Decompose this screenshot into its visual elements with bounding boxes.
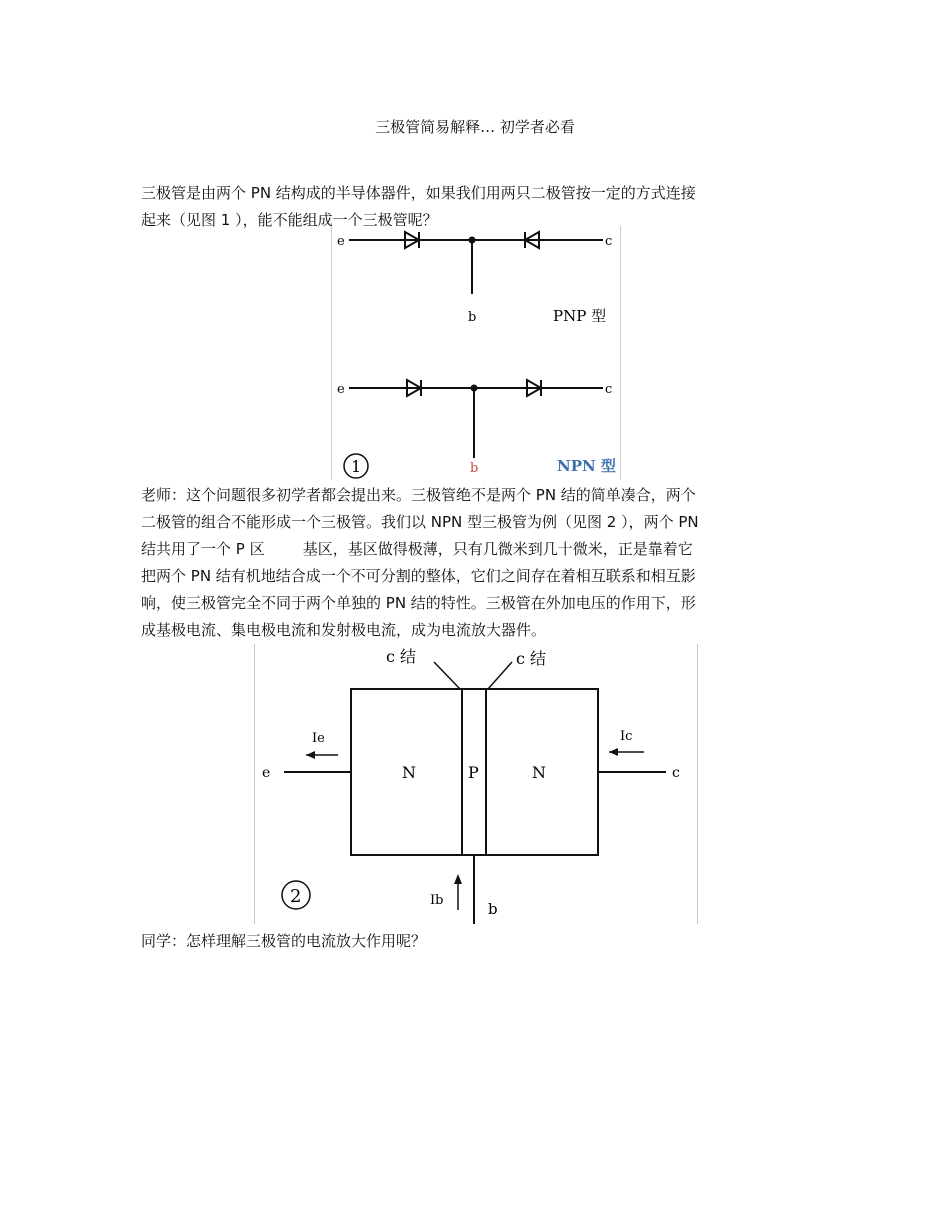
student-paragraph [141, 928, 811, 955]
teacher-line-5: 响，使三极管完全不同于两个单独的 PN 结的特性。三极管在外加电压的作用下，形 [141, 594, 696, 612]
pnp-c-label: c [605, 234, 613, 249]
figure-2-number: 2 [290, 886, 302, 907]
current-c-label: Ic [620, 729, 633, 744]
right-junction-label: c 结 [516, 649, 547, 668]
npn-type-label: NPN 型 [557, 457, 616, 475]
npn-circuit [337, 380, 616, 476]
page-title: 三极管简易解释… 初学者必看 [375, 118, 575, 136]
teacher-line-2: 二极管的组合不能形成一个三极管。我们以 NPN 型三极管为例（见图 2 ），两个 PN [141, 513, 699, 531]
intro-line-1: 三极管是由两个 PN 结构成的半导体器件，如果我们用两只二极管按一定的方式连接 [141, 184, 696, 202]
pnp-type-label: PNP 型 [553, 307, 607, 325]
figure-1-number: 1 [351, 457, 362, 476]
pnp-b-label: b [468, 310, 477, 325]
current-b-label: Ib [430, 893, 444, 908]
figure-2-npn-structure [254, 644, 698, 924]
teacher-line-1: 老师：这个问题很多初学者都会提出来。三极管绝不是两个 PN 结的简单凑合，两个 [141, 486, 696, 504]
teacher-paragraph [141, 482, 811, 644]
left-junction-label: c 结 [386, 647, 417, 666]
pnp-e-label: e [337, 234, 345, 249]
npn-e-label: e [337, 382, 345, 397]
student-line: 同学：怎样理解三极管的电流放大作用呢？ [141, 932, 427, 950]
teacher-line-6: 成基极电流、集电极电流和发射极电流，成为电流放大器件。 [141, 621, 547, 639]
collector-label: c [672, 765, 680, 781]
npn-c-label: c [605, 382, 613, 397]
base-label: b [488, 900, 498, 918]
intro-line-2: 起来（见图 1 ），能不能组成一个三极管呢？ [141, 211, 438, 229]
figure-1-diode-diagram [331, 226, 621, 480]
pnp-circuit [337, 232, 612, 325]
teacher-line-3: 结共用了一个 P 区 基区，基区做得极薄，只有几微米到几十微米，正是靠着它 [141, 540, 693, 558]
emitter-label: e [262, 765, 271, 781]
region-n-right: N [532, 763, 546, 782]
npn-b-label: b [470, 461, 479, 476]
region-p: P [468, 763, 479, 782]
teacher-line-4: 把两个 PN 结有机地结合成一个不可分割的整体，它们之间存在着相互联系和相互影 [141, 567, 696, 585]
region-n-left: N [402, 763, 416, 782]
current-e-label: Ie [312, 731, 325, 746]
